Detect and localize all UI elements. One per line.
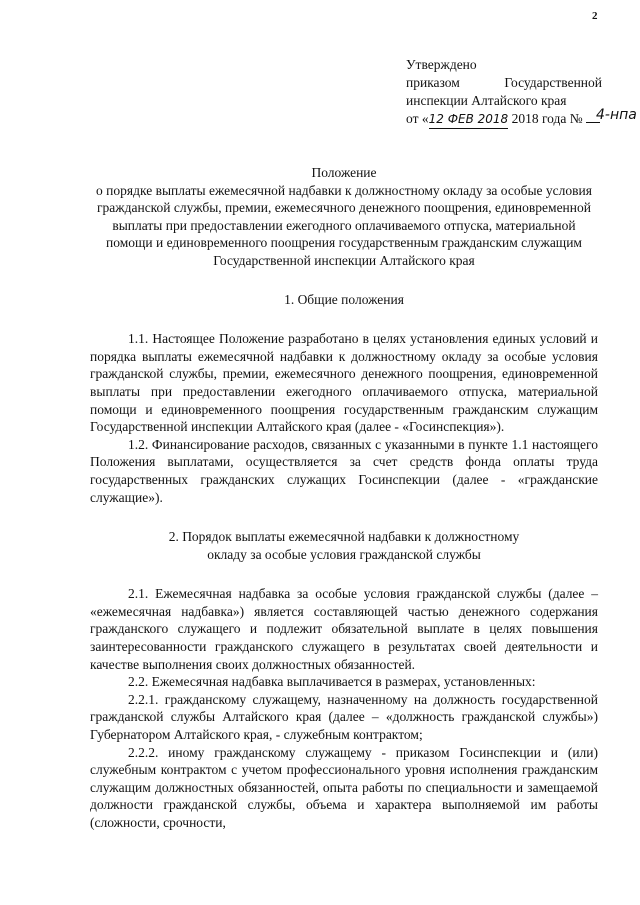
approval-line-4 [406,110,602,129]
section-spacer [90,506,598,528]
approval-line-2: приказом Государственной [406,75,602,90]
approval-year-number-label: 2018 года № [508,111,583,126]
paragraph-2-2-2: 2.2.2. иному гражданскому служащему - приказом Госинспекции и (или) служебным контрактом с учетом профессионального уровня исполнения гражданским служащим должностных обязанностей, опыта работы по специальности и замещаемой должности гражданской службы, объема и характера выполняемой им работы (сложности, срочности, [90,744,598,830]
approval-line-1: Утверждено [406,57,477,72]
approval-line-3: инспекции Алтайского края [406,93,567,108]
approval-date-prefix: от « [406,111,429,126]
document-title: Положение [311,165,377,180]
section-2-heading-line-2: окладу за особые условия гражданской службы [207,546,481,562]
paragraph-1-1: 1.1. Настоящее Положение разработано в целях установления единых условий и порядка выплаты ежемесячной надбавки к должностному окладу за особые условия гражданской службы, премии, ежемесячного денежного поощрения, единовременной выплаты при предоставлении ежегодного оплачиваемого отпуска, материальной помощи и единовременного поощрения государственным гражданским служащим Государственной инспекции Алтайского края (далее - «Госинспекция»). [90,331,598,435]
document-subtitle: о порядке выплаты ежемесячной надбавки к должностному окладу за особые условия гражданской службы, премии, ежемесячного денежного поощрения, единовременной выплаты при предоставлении ежегодного оплачиваемого отпуска, материальной помощи и единовременного поощрения государственным гражданским служащим Государственной инспекции Алтайского края [96,182,592,268]
page-number: 2 [592,10,598,22]
document-body [90,164,598,832]
handwritten-date: 12 ФЕВ 2018 [429,110,509,129]
paragraph-2-1: 2.1. Ежемесячная надбавка за особые условия гражданской службы (далее – «ежемесячная надбавка») является составляющей частью денежного содержания гражданского служащего и подлежит обязательной выплате в целях повышения заинтересованности гражданского служащего в результатах своей деятельности и качестве выполнения своих должностных обязанностей. [90,586,598,672]
section-2-heading-line-1: 2. Порядок выплаты ежемесячной надбавки к должностному [168,529,520,545]
handwritten-number: 4-нпа [596,107,637,123]
paragraph-2-2: 2.2. Ежемесячная надбавка выплачивается в размерах, установленных: [128,674,536,690]
section-1-heading: 1. Общие положения [284,291,404,307]
paragraph-2-2-1: 2.2.1. гражданскому служащему, назначенному на должность государственной гражданской службы Алтайского края (далее – «должность гражданской службы») Губернатором Алтайского края, - служебным контрактом; [90,691,598,743]
approval-block [406,56,637,129]
paragraph-1-2: 1.2. Финансирование расходов, связанных с указанными в пункте 1.1 настоящего Положения выплатами, осуществляется за счет средств фонда оплаты труда государственных гражданских служащих Госинспекции (далее - «гражданские служащие»). [90,436,598,505]
